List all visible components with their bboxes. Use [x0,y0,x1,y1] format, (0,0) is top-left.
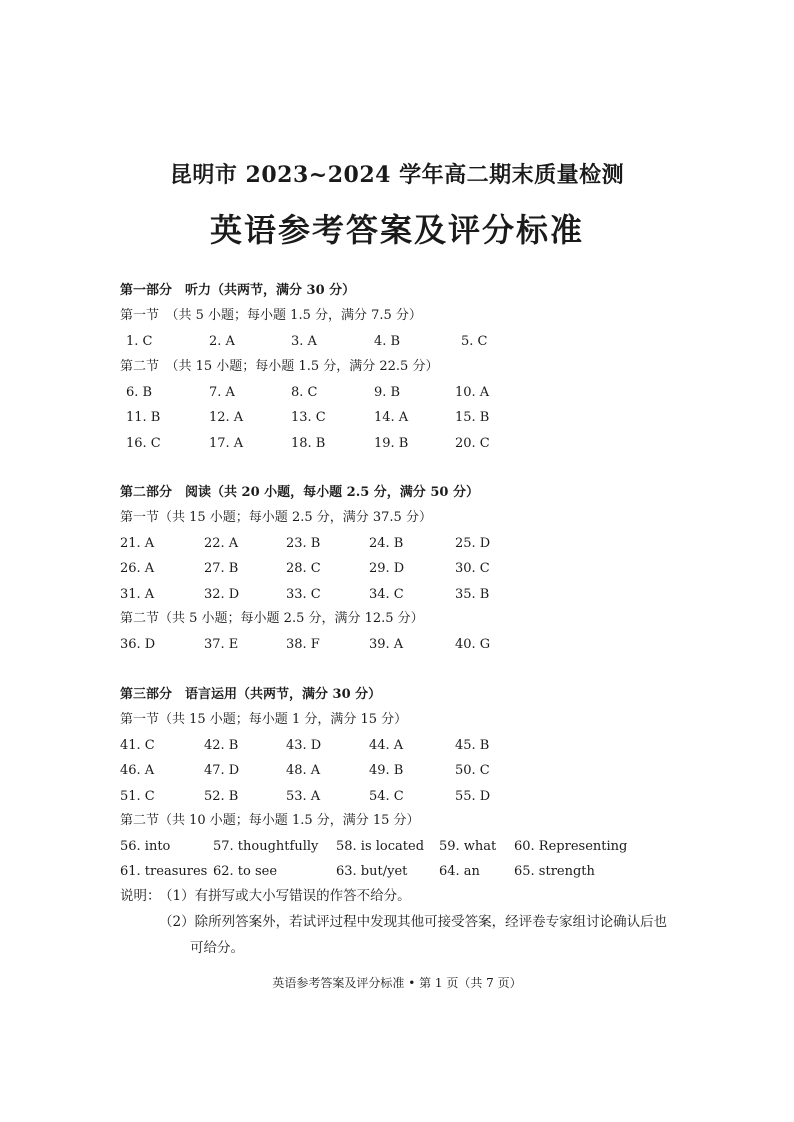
answer-item: 5. C [461,334,488,349]
answer-item: 16. C [126,435,161,451]
answer-item: 35. B [455,586,490,602]
answer-item: 56. into [120,839,171,854]
answer-item: 33. C [286,586,321,602]
answer-item: 32. D [204,586,240,602]
doc-title: 昆明市 2023~2024 学年高二期末质量检测 [169,162,625,188]
answer-item: 6. B [126,385,153,400]
answer-item: 50. C [455,763,490,779]
doc-subtitle: 英语参考答案及评分标准 [209,211,584,249]
answer-item: 21. A [120,536,155,551]
answer-item: 17. A [209,435,244,451]
answer-item: 60. Representing [514,839,628,854]
part2-heading: 第二部分 阅读（共 20 小题，每小题 2.5 分，满分 50 分） [120,485,479,500]
answer-item: 51. C [120,788,155,804]
page-footer: 英语参考答案及评分标准 • 第 1 页（共 7 页） [272,976,522,990]
part3-sec1-heading: 第一节（共 15 小题；每小题 1 分，满分 15 分） [120,712,408,727]
notes-label: 说明： [120,888,161,904]
answer-item: 3. A [291,334,317,349]
answer-item: 29. D [369,561,405,577]
note-2: （2）除所列答案外，若试评过程中发现其他可接受答案，经评卷专家组讨论确认后也 [159,914,668,930]
answer-item: 7. A [209,385,235,400]
answer-item: 19. B [374,435,409,451]
answer-item: 2. A [209,334,235,349]
note-1: （1）有拼写或大小写错误的作答不给分。 [159,888,411,904]
answer-item: 11. B [126,410,161,426]
part3-sec2-heading: 第二节（共 10 小题；每小题 1.5 分，满分 15 分） [120,813,420,828]
answer-item: 23. B [286,536,321,551]
answer-item: 34. C [369,586,404,602]
answer-item: 9. B [374,385,401,400]
answer-item: 20. C [455,435,490,451]
answer-item: 48. A [286,763,321,779]
answer-item: 15. B [455,410,490,426]
part3-heading: 第三部分 语言运用（共两节，满分 30 分） [120,687,382,702]
answer-item: 37. E [204,637,239,652]
answer-item: 64. an [439,864,480,880]
answer-item: 12. A [209,410,244,426]
answer-item: 13. C [291,410,326,426]
answer-item: 28. C [286,561,321,577]
answer-item: 25. D [455,536,491,551]
answer-item: 46. A [120,763,155,779]
answer-item: 14. A [374,410,409,426]
answer-item: 4. B [374,334,401,349]
answer-item: 57. thoughtfully [213,839,319,854]
answer-item: 61. treasures [120,864,208,880]
answer-item: 58. is located [336,839,425,854]
answer-item: 8. C [291,385,318,400]
answer-item: 38. F [286,637,320,652]
answer-item: 18. B [291,435,326,451]
answer-item: 30. C [455,561,490,577]
answer-item: 65. strength [514,864,595,880]
answer-item: 24. B [369,536,404,551]
answer-item: 42. B [204,738,239,753]
answer-item: 59. what [439,839,497,854]
part1-sec2-heading: 第二节 （共 15 小题；每小题 1.5 分，满分 22.5 分） [120,359,439,374]
answer-item: 55. D [455,788,491,804]
answer-item: 39. A [369,637,404,652]
answer-item: 22. A [204,536,239,551]
answer-item: 45. B [455,738,490,753]
answer-item: 62. to see [213,864,278,880]
answer-item: 43. D [286,738,322,753]
part2-sec1-heading: 第一节（共 15 小题；每小题 2.5 分，满分 37.5 分） [120,510,432,525]
answer-item: 10. A [455,385,490,400]
answer-item: 44. A [369,738,404,753]
part2-sec2-heading: 第二节（共 5 小题；每小题 2.5 分，满分 12.5 分） [120,611,424,626]
answer-item: 47. D [204,763,240,779]
part1-heading: 第一部分 听力（共两节，满分 30 分） [120,283,356,298]
answer-item: 41. C [120,738,155,753]
part1-sec1-heading: 第一节 （共 5 小题；每小题 1.5 分，满分 7.5 分） [120,308,422,323]
answer-item: 27. B [204,561,239,577]
answer-item: 31. A [120,586,155,602]
answer-item: 49. B [369,763,404,779]
answer-item: 26. A [120,561,155,577]
answer-item: 53. A [286,788,321,804]
answer-item: 63. but/yet [336,864,408,880]
answer-item: 54. C [369,788,404,804]
answer-item: 40. G [455,637,491,652]
answer-item: 36. D [120,637,156,652]
note-2-continued: 可给分。 [190,940,244,956]
answer-item: 52. B [204,788,239,804]
answer-item: 1. C [126,334,153,349]
